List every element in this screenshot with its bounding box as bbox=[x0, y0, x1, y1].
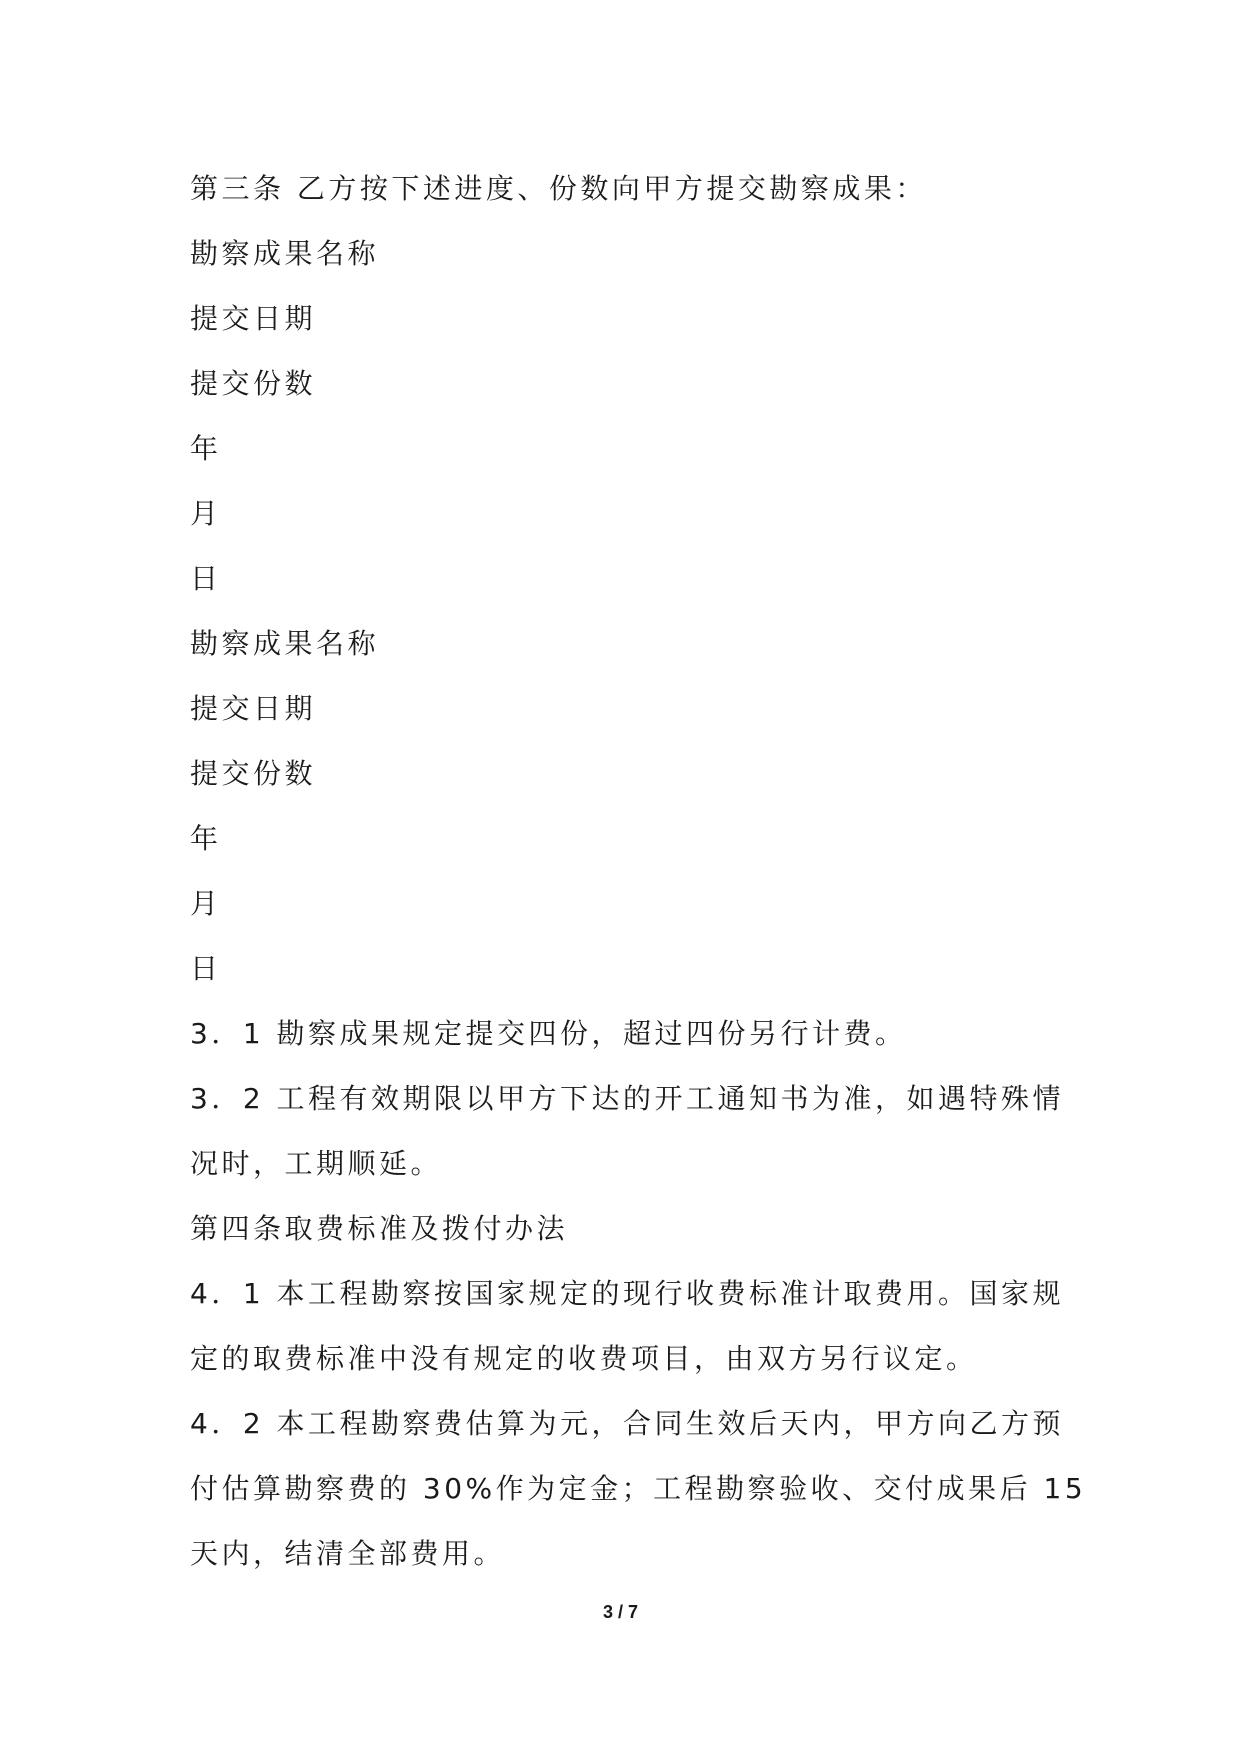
submit-copies-label: 提交份数 bbox=[190, 757, 317, 790]
day-label: 日 bbox=[190, 562, 222, 595]
clause-4-2-line-2: 付估算勘察费的 30%作为定金；工程勘察验收、交付成果后 15 bbox=[190, 1472, 1087, 1505]
clause-4-2-line-3: 天内，结清全部费用。 bbox=[190, 1537, 506, 1570]
article-4-heading: 第四条取费标准及拨付办法 bbox=[190, 1212, 569, 1245]
article-3-heading: 第三条 乙方按下述进度、份数向甲方提交勘察成果： bbox=[190, 172, 927, 205]
document-body bbox=[190, 156, 1087, 1586]
clause-3-1: 3．1 勘察成果规定提交四份，超过四份另行计费。 bbox=[190, 1017, 907, 1050]
submit-date-label: 提交日期 bbox=[190, 302, 317, 335]
clause-4-1-line-1: 4．1 本工程勘察按国家规定的现行收费标准计取费用。国家规 bbox=[190, 1277, 1065, 1310]
clause-4-2-line-1: 4．2 本工程勘察费估算为元，合同生效后天内，甲方向乙方预 bbox=[190, 1407, 1065, 1440]
page-number: 3 / 7 bbox=[602, 1602, 639, 1622]
month-label: 月 bbox=[190, 887, 222, 920]
year-label: 年 bbox=[190, 432, 222, 465]
clause-4-1-line-2: 定的取费标准中没有规定的收费项目，由双方另行议定。 bbox=[190, 1342, 978, 1375]
year-label: 年 bbox=[190, 822, 222, 855]
clause-3-2-line-1: 3．2 工程有效期限以甲方下达的开工通知书为准，如遇特殊情 bbox=[190, 1082, 1065, 1115]
submit-copies-label: 提交份数 bbox=[190, 367, 317, 400]
clause-3-2-line-2: 况时，工期顺延。 bbox=[190, 1147, 443, 1180]
day-label: 日 bbox=[190, 952, 222, 985]
result-name-label: 勘察成果名称 bbox=[190, 237, 380, 270]
result-name-label: 勘察成果名称 bbox=[190, 627, 380, 660]
month-label: 月 bbox=[190, 497, 222, 530]
submit-date-label: 提交日期 bbox=[190, 692, 317, 725]
